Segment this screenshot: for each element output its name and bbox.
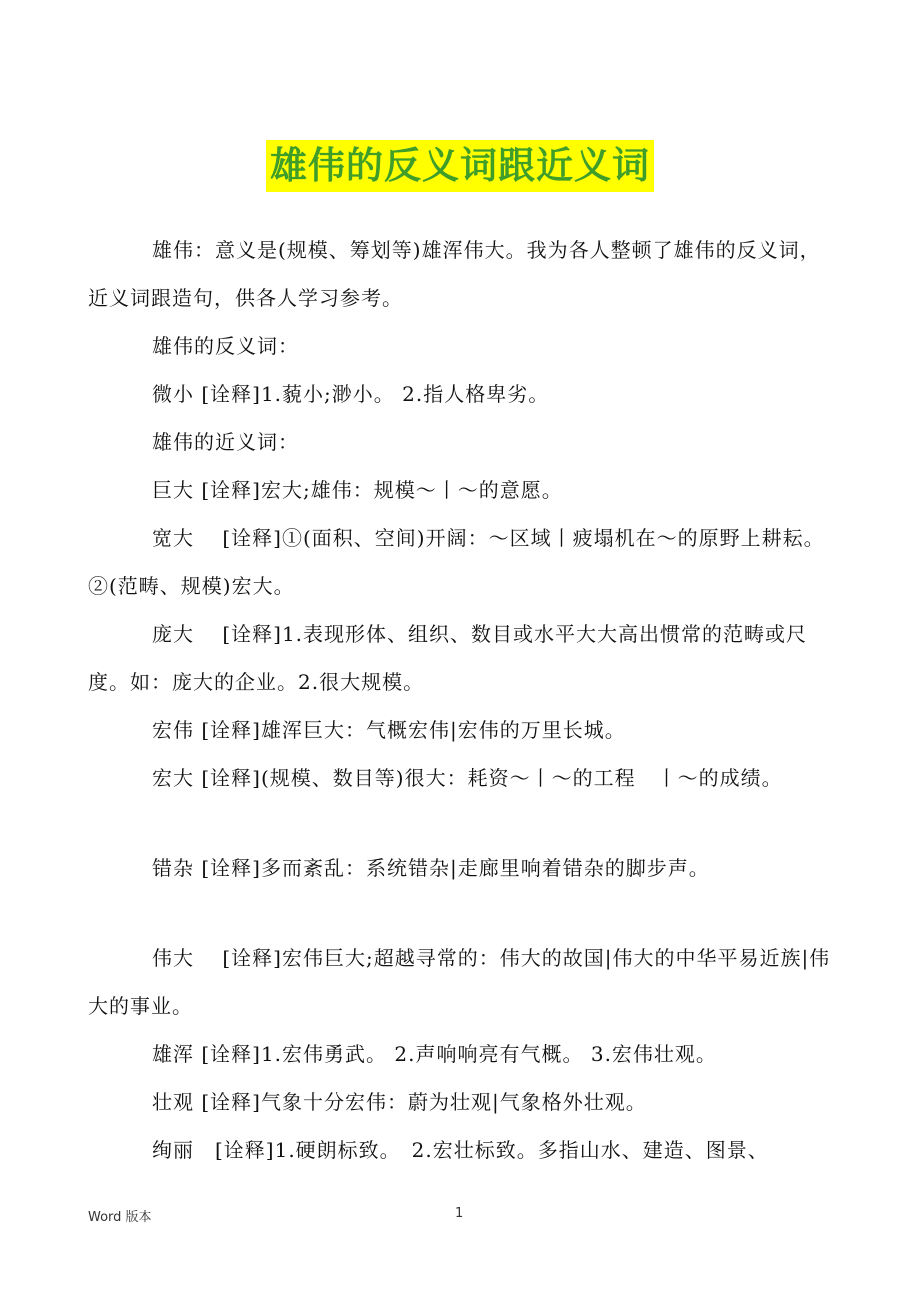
paragraph-synonym-hongwei: 宏伟 [诠释]雄浑巨大：气概宏伟|宏伟的万里长城。 bbox=[152, 718, 626, 742]
paragraph-synonym-hongda: 宏大 [诠释](规模、数目等)很大：耗资～丨～的工程 丨～的成绩。 bbox=[152, 766, 783, 790]
paragraph-synonym-xuanli: 绚丽 [诠释]1.硬朗标致。 2.宏壮标致。多指山水、建造、图景、 bbox=[152, 1138, 769, 1162]
footer-version-label: Word 版本 bbox=[88, 1210, 152, 1225]
paragraph-synonym-zhuangguan: 壮观 [诠释]气象十分宏伟：蔚为壮观|气象格外壮观。 bbox=[152, 1090, 647, 1114]
title-container bbox=[0, 140, 920, 192]
paragraph-synonym-kuanda: 宽大 [诠释]①(面积、空间)开阔：～区域丨疲塌机在～的原野上耕耘。 ②(范畴、规模)宏大。 bbox=[88, 526, 825, 598]
document-body bbox=[88, 226, 840, 1174]
paragraph-synonym-heading: 雄伟的近义词： bbox=[152, 430, 299, 454]
paragraph-synonym-weida: 伟大 [诠释]宏伟巨大;超越寻常的：伟大的故国|伟大的中华平易近族|伟大的事业。 bbox=[88, 946, 831, 1018]
paragraph-intro: 雄伟：意义是(规模、筹划等)雄浑伟大。我为各人整顿了雄伟的反义词，近义词跟造句，供各人学习参考。 bbox=[88, 238, 821, 310]
footer-page-number: 1 bbox=[455, 1206, 464, 1221]
paragraph-antonym-heading: 雄伟的反义词： bbox=[152, 334, 299, 358]
paragraph-synonym-juda: 巨大 [诠释]宏大;雄伟：规模～丨～的意愿。 bbox=[152, 478, 563, 502]
paragraph-synonym-pangda: 庞大 [诠释]1.表现形体、组织、数目或水平大大高出惯常的范畴或尺度。如：庞大的企业。2.很大规模。 bbox=[88, 622, 808, 694]
document-title: 雄伟的反义词跟近义词 bbox=[266, 140, 654, 192]
paragraph-cuoza: 错杂 [诠释]多而紊乱：系统错杂|走廊里响着错杂的脚步声。 bbox=[152, 856, 710, 880]
paragraph-synonym-xionghun: 雄浑 [诠释]1.宏伟勇武。 2.声响响亮有气概。 3.宏伟壮观。 bbox=[152, 1042, 717, 1066]
paragraph-antonym-weixiao: 微小 [诠释]1.藐小;渺小。 2.指人格卑劣。 bbox=[152, 382, 550, 406]
